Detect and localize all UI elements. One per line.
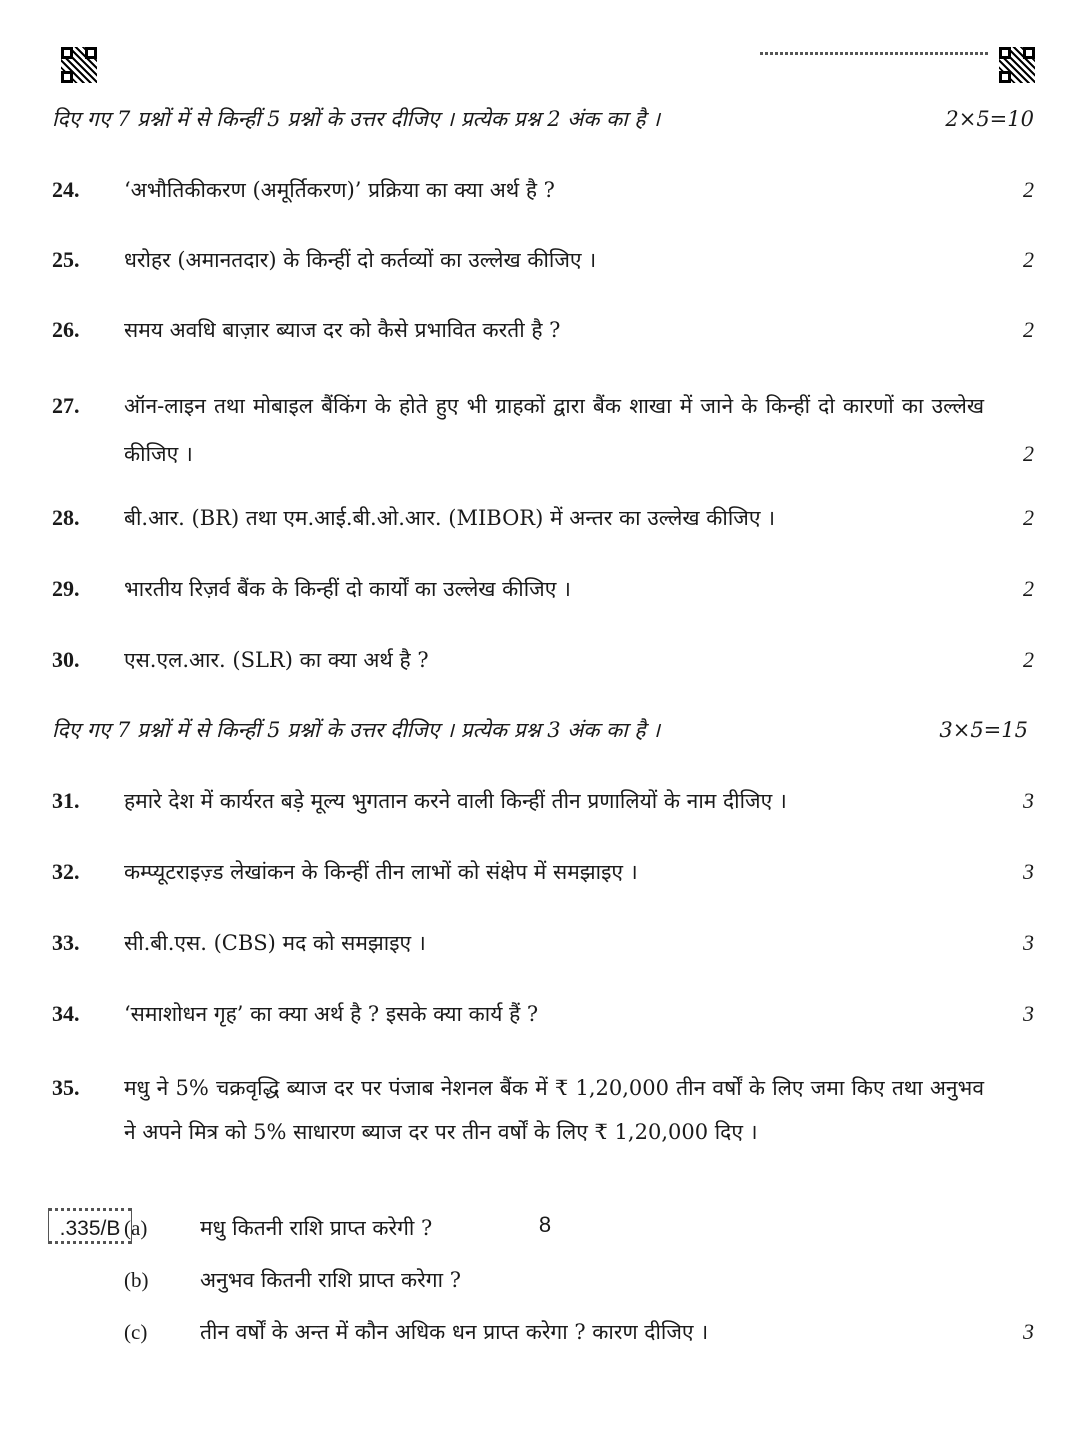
question-26 xyxy=(52,310,1034,350)
paper-code: .335/B xyxy=(48,1208,132,1244)
part-text: अनुभव कितनी राशि प्राप्त करेगा ? xyxy=(200,1268,461,1292)
question-34 xyxy=(52,994,1034,1034)
question-33 xyxy=(52,923,1034,963)
question-text: मधु ने 5% चक्रवृद्धि ब्याज दर पर पंजाब नेशनल बैंक में ₹ 1,20,000 तीन वर्षों के लिए जमा किए तथा अनुभव ने अपने मित्र को 5% साधारण ब्याज दर पर तीन वर्षों के लिए ₹ 1,20,000 दिए । xyxy=(124,1076,984,1144)
question-marks: 2 xyxy=(1023,177,1034,202)
question-text: भारतीय रिज़र्व बैंक के किन्हीं दो कार्यों का उल्लेख कीजिए । xyxy=(124,577,571,601)
question-number: 25. xyxy=(52,247,80,272)
section-marks: 2×5=10 xyxy=(945,107,1034,131)
instruction-text: दिए गए 7 प्रश्नों में से किन्हीं 5 प्रश्नों के उत्तर दीजिए । प्रत्येक प्रश्न 2 अंक का है । xyxy=(52,107,661,131)
section-marks: 3×5=15 xyxy=(939,718,1028,742)
instruction-text: दिए गए 7 प्रश्नों में से किन्हीं 5 प्रश्नों के उत्तर दीजिए । प्रत्येक प्रश्न 3 अंक का है । xyxy=(52,718,661,742)
question-30 xyxy=(52,640,1034,680)
question-text: ‘समाशोधन गृह’ का क्या अर्थ है ? इसके क्या कार्य हैं ? xyxy=(124,1002,539,1026)
question-number: 34. xyxy=(52,1001,80,1026)
question-number: 33. xyxy=(52,930,80,955)
question-number: 26. xyxy=(52,317,80,342)
question-31 xyxy=(52,781,1034,821)
question-text: समय अवधि बाज़ार ब्याज दर को कैसे प्रभावित करती है ? xyxy=(124,318,561,342)
question-marks: 3 xyxy=(1023,1001,1034,1026)
qr-code-right-icon xyxy=(998,46,1036,84)
question-marks: 2 xyxy=(1023,441,1034,466)
qr-code-left-icon xyxy=(60,46,98,84)
question-24 xyxy=(52,170,1034,210)
part-text: तीन वर्षों के अन्त में कौन अधिक धन प्राप्त करेगा ? कारण दीजिए । xyxy=(200,1320,709,1344)
question-text: ‘अभौतिकीकरण (अमूर्तिकरण)’ प्रक्रिया का क्या अर्थ है ? xyxy=(124,178,555,202)
question-28 xyxy=(52,498,1034,538)
question-text: हमारे देश में कार्यरत बड़े मूल्य भुगतान करने वाली किन्हीं तीन प्रणालियों के नाम दीजिए । xyxy=(124,789,787,813)
question-text: ऑन-लाइन तथा मोबाइल बैंकिंग के होते हुए भी ग्राहकों द्वारा बैंक शाखा में जाने के किन्हीं दो कारणों का उल्लेख कीजिए । xyxy=(124,394,984,466)
question-marks: 3 xyxy=(1023,859,1034,884)
question-number: 30. xyxy=(52,647,80,672)
part-label: (c) xyxy=(124,1320,148,1344)
question-35 xyxy=(52,1066,1034,1198)
question-number: 27. xyxy=(52,393,80,418)
question-marks: 2 xyxy=(1023,317,1034,342)
question-marks: 2 xyxy=(1023,647,1034,672)
question-number: 35. xyxy=(52,1075,80,1100)
question-text: कम्प्यूटराइज़्ड लेखांकन के किन्हीं तीन लाभों को संक्षेप में समझाइए । xyxy=(124,860,638,884)
section-instruction-2-marks xyxy=(52,102,1034,136)
question-number: 31. xyxy=(52,788,80,813)
question-text: धरोहर (अमानतदार) के किन्हीं दो कर्तव्यों का उल्लेख कीजिए । xyxy=(124,248,597,272)
question-25 xyxy=(52,240,1034,280)
header-microtext-strip xyxy=(760,52,988,55)
section-instruction-3-marks xyxy=(52,713,1028,747)
question-text: एस.एल.आर. (SLR) का क्या अर्थ है ? xyxy=(124,648,429,672)
question-marks: 2 xyxy=(1023,576,1034,601)
question-number: 24. xyxy=(52,177,80,202)
part-text: मधु कितनी राशि प्राप्त करेगी ? xyxy=(200,1216,433,1240)
question-number: 29. xyxy=(52,576,80,601)
question-27 xyxy=(52,382,1034,478)
question-marks: 3 xyxy=(1023,930,1034,955)
question-marks: 2 xyxy=(1023,505,1034,530)
question-marks: 3 xyxy=(1023,788,1034,813)
question-number: 32. xyxy=(52,859,80,884)
question-29 xyxy=(52,569,1034,609)
page-number: 8 xyxy=(538,1212,552,1237)
question-marks: 2 xyxy=(1023,247,1034,272)
question-marks: 3 xyxy=(1023,1319,1034,1344)
question-text: सी.बी.एस. (CBS) मद को समझाइए । xyxy=(124,931,426,955)
question-text: बी.आर. (BR) तथा एम.आई.बी.ओ.आर. (MIBOR) में अन्तर का उल्लेख कीजिए । xyxy=(124,506,776,530)
question-number: 28. xyxy=(52,505,80,530)
part-label: (a) xyxy=(124,1216,148,1240)
part-label: (b) xyxy=(124,1268,149,1292)
question-32 xyxy=(52,852,1034,892)
